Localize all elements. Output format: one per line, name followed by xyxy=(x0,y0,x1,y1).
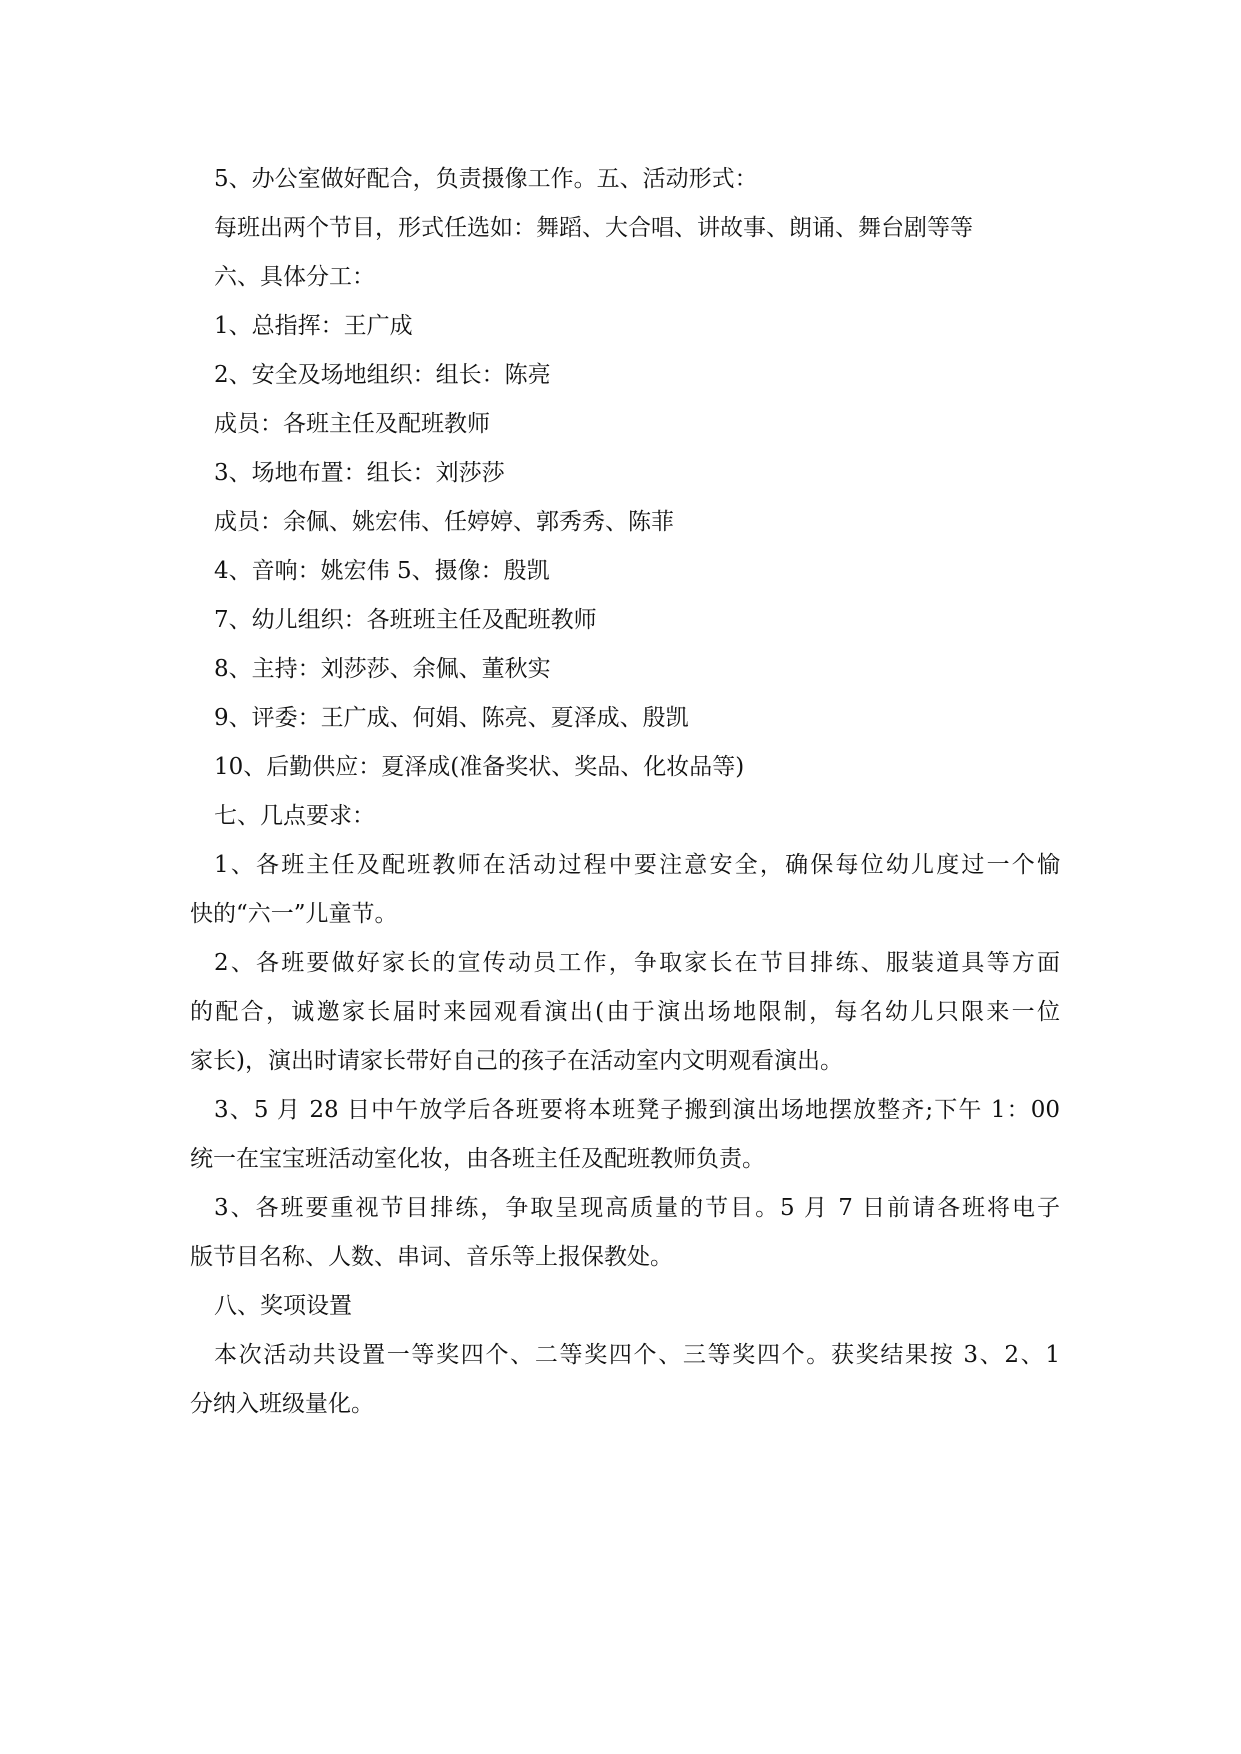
paragraph-line: 3、5 月 28 日中午放学后各班要将本班凳子搬到演出场地摆放整齐;下午 1：00 xyxy=(214,1097,1060,1123)
text-line: 4、音响：姚宏伟 5、摄像：殷凯 xyxy=(214,558,550,584)
paragraph-line: 分纳入班级量化。 xyxy=(190,1391,374,1417)
text-line: 2、安全及场地组织：组长：陈亮 xyxy=(214,362,551,388)
paragraph-line: 3、各班要重视节目排练，争取呈现高质量的节目。5 月 7 日前请各班将电子 xyxy=(214,1195,1060,1221)
document-body xyxy=(190,155,1060,1429)
section-heading: 六、具体分工： xyxy=(214,264,375,290)
paragraph-line: 1、各班主任及配班教师在活动过程中要注意安全，确保每位幼儿度过一个愉 xyxy=(214,852,1060,878)
text-line: 成员：余佩、姚宏伟、任婷婷、郭秀秀、陈菲 xyxy=(214,509,674,535)
paragraph-line: 统一在宝宝班活动室化妆，由各班主任及配班教师负责。 xyxy=(190,1146,765,1172)
paragraph-line: 本次活动共设置一等奖四个、二等奖四个、三等奖四个。获奖结果按 3、2、1 xyxy=(214,1342,1060,1368)
text-line: 成员：各班主任及配班教师 xyxy=(214,411,490,437)
text-line: 9、评委：王广成、何娟、陈亮、夏泽成、殷凯 xyxy=(214,705,689,731)
paragraph-line: 的配合，诚邀家长届时来园观看演出(由于演出场地限制，每名幼儿只限来一位 xyxy=(190,999,1060,1025)
text-line: 10、后勤供应：夏泽成(准备奖状、奖品、化妆品等) xyxy=(214,754,745,780)
paragraph-line: 版节目名称、人数、串词、音乐等上报保教处。 xyxy=(190,1244,673,1270)
text-line: 每班出两个节目，形式任选如：舞蹈、大合唱、讲故事、朗诵、舞台剧等等 xyxy=(214,215,973,241)
text-line: 1、总指挥：王广成 xyxy=(214,313,413,339)
paragraph-line: 快的“六一”儿童节。 xyxy=(190,901,398,927)
text-line: 5、办公室做好配合，负责摄像工作。五、活动形式： xyxy=(214,166,758,192)
paragraph-line: 家长)，演出时请家长带好自己的孩子在活动室内文明观看演出。 xyxy=(190,1048,843,1074)
paragraph-line: 2、各班要做好家长的宣传动员工作，争取家长在节目排练、服装道具等方面 xyxy=(214,950,1060,976)
text-line: 7、幼儿组织：各班班主任及配班教师 xyxy=(214,607,597,633)
section-heading: 八、奖项设置 xyxy=(214,1293,352,1319)
text-line: 8、主持：刘莎莎、余佩、董秋实 xyxy=(214,656,551,682)
section-heading: 七、几点要求： xyxy=(214,803,375,829)
text-line: 3、场地布置：组长：刘莎莎 xyxy=(214,460,505,486)
